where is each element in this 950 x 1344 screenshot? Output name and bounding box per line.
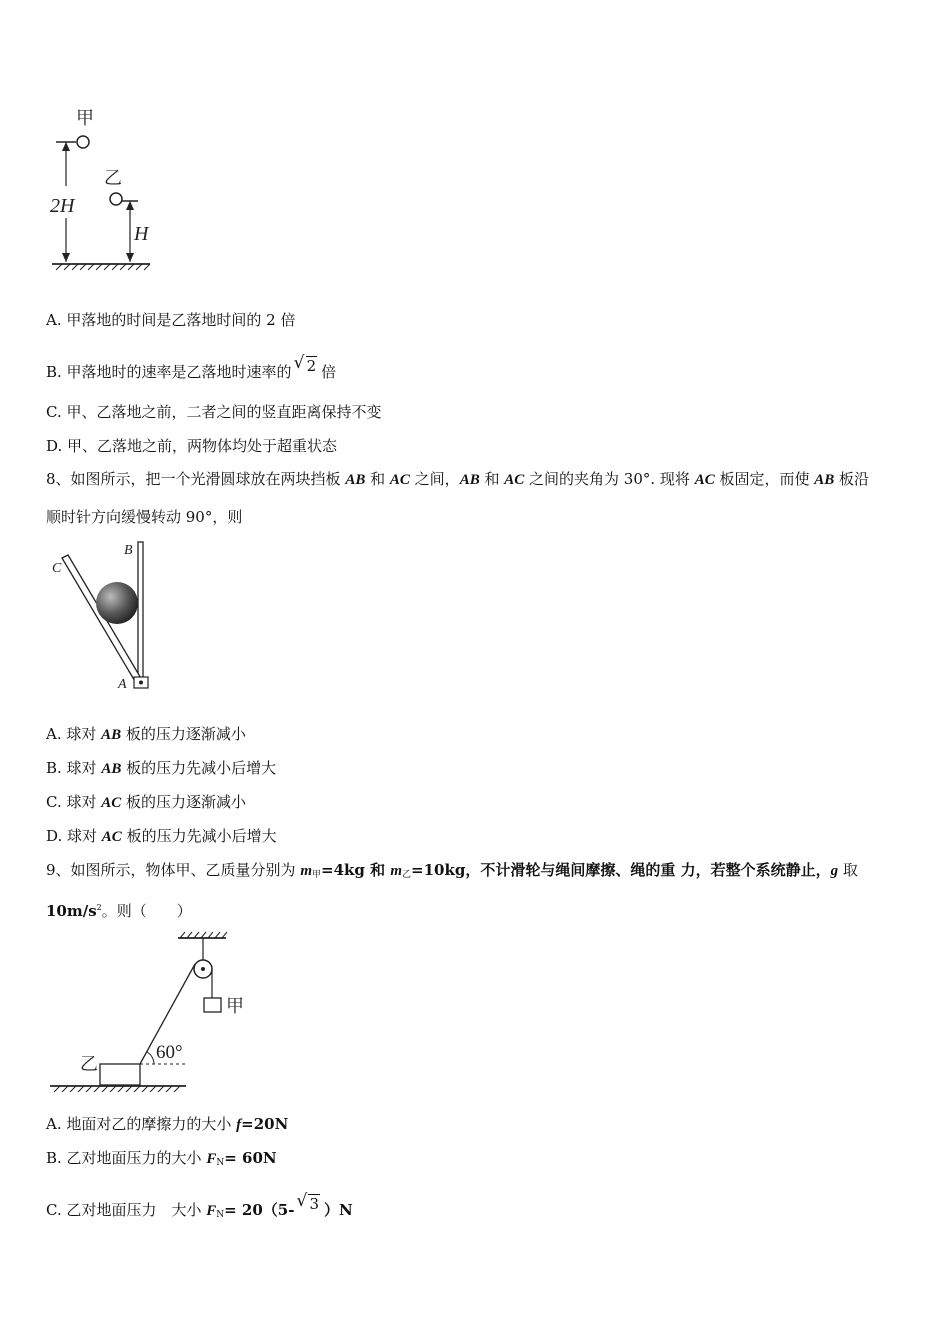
- q7-option-a: A. 甲落地的时间是乙落地时间的 2 倍: [46, 311, 296, 329]
- label-yi-9: 乙: [80, 1054, 98, 1074]
- q9-option-c: C. 乙对地面压力 大小 $F_N= 20(5-√$ 3 ）N: [46, 1194, 353, 1225]
- label-b: B: [124, 543, 133, 558]
- q8-option-a: A. 球对 AB 板的压力逐渐减小: [46, 725, 246, 743]
- sqrt-3: √ 3: [298, 1194, 320, 1214]
- label-yi: 乙: [104, 168, 122, 188]
- q8-option-b: B. 球对 AB 板的压力先减小后增大: [46, 759, 277, 777]
- ball: [96, 582, 138, 624]
- label-c: C: [52, 561, 62, 576]
- q8-option-d: D. 球对 AC 板的压力先减小后增大: [46, 827, 277, 845]
- q9-stem-line1: 9、如图所示，物体甲、乙质量分别为 $m_甲=4kg$ 和 $m_乙=10kg$，不计滑轮与绳间摩擦、绳的重 力，若整个系统静止，g 取: [46, 861, 858, 880]
- q7-option-b-text: B. 甲落地时的速率是乙落地时速率的: [46, 363, 292, 381]
- q8-stem-line2: 顺时针方向缓慢转动 90°，则: [46, 508, 243, 526]
- q9-stem-line2: $10m/s^2$。则（ ）: [46, 902, 192, 920]
- q7-option-b-suffix: 倍: [321, 363, 337, 381]
- sqrt-2: √ 2: [296, 356, 318, 376]
- angle-label: 60°: [156, 1042, 183, 1063]
- block-yi: [100, 1064, 140, 1085]
- q9-option-b: B. 乙对地面压力的大小 $F_N= 60N$: [46, 1149, 277, 1168]
- pulley-figure: [46, 928, 256, 1100]
- ball-yi: [110, 193, 122, 205]
- label-h: H: [134, 223, 149, 245]
- plate-ab: [138, 542, 143, 682]
- label-a: A: [118, 677, 127, 692]
- ball-jia: [77, 136, 89, 148]
- q7-option-d: D. 甲、乙落地之前，两物体均处于超重状态: [46, 437, 338, 455]
- ball-plates-figure: [48, 538, 163, 693]
- q8-option-c: C. 球对 AC 板的压力逐渐减小: [46, 793, 247, 811]
- q9-option-a: A. 地面对乙的摩擦力的大小 f=20N: [46, 1115, 289, 1133]
- free-fall-figure: [46, 104, 166, 274]
- q7-option-c: C. 甲、乙落地之前，二者之间的竖直距离保持不变: [46, 403, 382, 421]
- label-jia-9: 甲: [226, 996, 244, 1016]
- label-2h: 2H: [50, 195, 75, 217]
- q7-option-b: [46, 356, 336, 382]
- q8-stem-line1: 8、如图所示，把一个光滑圆球放在两块挡板 AB 和 AC 之间，AB 和 AC 之间的夹角为 30°. 现将 AC 板固定，而使 AB 板沿: [46, 470, 870, 488]
- label-jia: 甲: [76, 108, 94, 128]
- block-jia: [204, 998, 221, 1012]
